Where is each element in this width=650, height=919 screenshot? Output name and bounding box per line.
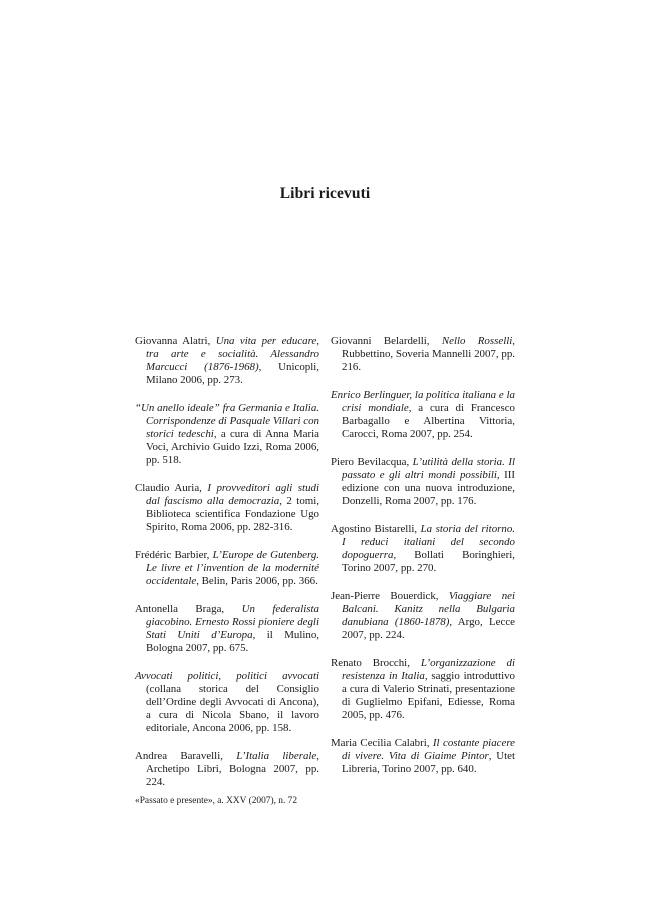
entry-text: Giovanni Belardelli, [331,335,442,347]
book-title: La storia del ritorno. I reduci italiani del secondo dopoguerra [342,523,515,561]
entry-text: Renato Brocchi, [331,657,421,669]
book-title: Viaggiare nei Balcani. Kanitz nella Bulgaria danubiana (1860-1878) [342,590,515,628]
book-title: “Un anello ideale” fra Germania e Italia. Corrispondenze di Pasquale Villari con storici tedeschi [135,402,319,440]
entry-text: , il Mulino, Bologna 2007, pp. 675. [146,629,319,654]
book-title: Avvocati politici, politici avvocati [135,670,319,682]
book-title: I provveditori agli studi dal fascismo alla democrazia [146,482,319,507]
book-title: Enrico Berlinguer, la politica italiana e la crisi mondiale [331,389,515,414]
entry-text: , Bollati Boringhieri, Torino 2007, pp. 270. [342,549,515,574]
entry-text: , Argo, Lecce 2007, pp. 224. [342,616,515,641]
book-entry [331,335,515,374]
entry-text: , III edizione con una nuova introduzione, Donzelli, Roma 2007, pp. 176. [342,469,515,507]
book-entry [135,670,319,735]
entry-text: , Belin, Paris 2006, pp. 366. [196,575,318,587]
journal-footer: «Passato e presente», a. XXV (2007), n. 72 [135,796,298,806]
book-entry [135,549,319,588]
entry-text: , 2 tomi, Biblioteca scientifica Fondazione Ugo Spirito, Roma 2006, pp. 282-316. [146,495,319,533]
entry-text: Andrea Baravelli, [135,750,237,762]
left-column [135,335,319,789]
entry-text: , Utet Libreria, Torino 2007, pp. 640. [342,750,515,775]
entry-text: Jean-Pierre Bouerdick, [331,590,449,602]
right-column [331,335,515,776]
book-title: L’Italia liberale [236,750,317,762]
entry-text: Frédéric Barbier, [135,549,213,561]
entry-text: , Rubbettino, Soveria Mannelli 2007, pp. 216. [342,335,516,373]
book-entry [135,603,319,655]
book-title: L’Europe de Gutenberg. Le livre et l’invention de la modernité occidentale [146,549,320,587]
entry-text: Piero Bevilacqua, [331,456,413,468]
book-title: Il costante piacere di vivere. Vita di Giaime Pintor [342,737,515,762]
page-title: Libri ricevuti [279,185,371,202]
book-entry [331,456,515,508]
book-title: Una vita per educare, tra arte e socialità. Alessandro Marcucci (1876-1968) [146,335,319,373]
book-entry [135,402,319,467]
entry-text: , Archetipo Libri, Bologna 2007, pp. 224. [146,750,319,788]
entry-text: Maria Cecilia Calabri, [331,737,433,749]
entry-text: Claudio Auria, [135,482,208,494]
entry-text: Antonella Braga, [135,603,242,615]
book-entry [331,657,515,722]
book-title: L’organizzazione di resistenza in Italia [342,657,515,682]
book-entry [331,389,515,441]
book-entry [331,590,515,642]
book-entry [135,750,319,789]
entry-text: (collana storica del Consiglio dell’Ordine degli Avvocati di Ancona), a cura di Nicola Sbano, il lavoro editoriale, Ancona 2006, pp. 158. [146,683,319,734]
book-title: Un federalista giacobino. Ernesto Rossi pioniere degli Stati Uniti d’Europa [146,603,319,641]
book-entry [331,523,515,575]
book-entry [135,335,319,387]
book-title: Nello Rosselli [441,335,513,347]
entry-text: , a cura di Anna Maria Voci, Archivio Guido Izzi, Roma 2006, pp. 518. [146,428,319,466]
entry-text: Giovanna Alatri, [135,335,216,347]
entry-text: , a cura di Francesco Barbagallo e Albertina Vittoria, Carocci, Roma 2007, pp. 254. [342,402,515,440]
book-title: L’utilità della storia. Il passato e gli altri mondi possibili [342,456,515,481]
book-entry [331,737,515,776]
entry-text: Agostino Bistarelli, [331,523,421,535]
book-entry [135,482,319,534]
entry-text: , saggio introduttivo a cura di Valerio Strinati, presentazione di Guglielmo Epifani, Ediesse, Roma 2005, pp. 476. [342,670,516,721]
entry-text: , Unicopli, Milano 2006, pp. 273. [146,361,319,386]
